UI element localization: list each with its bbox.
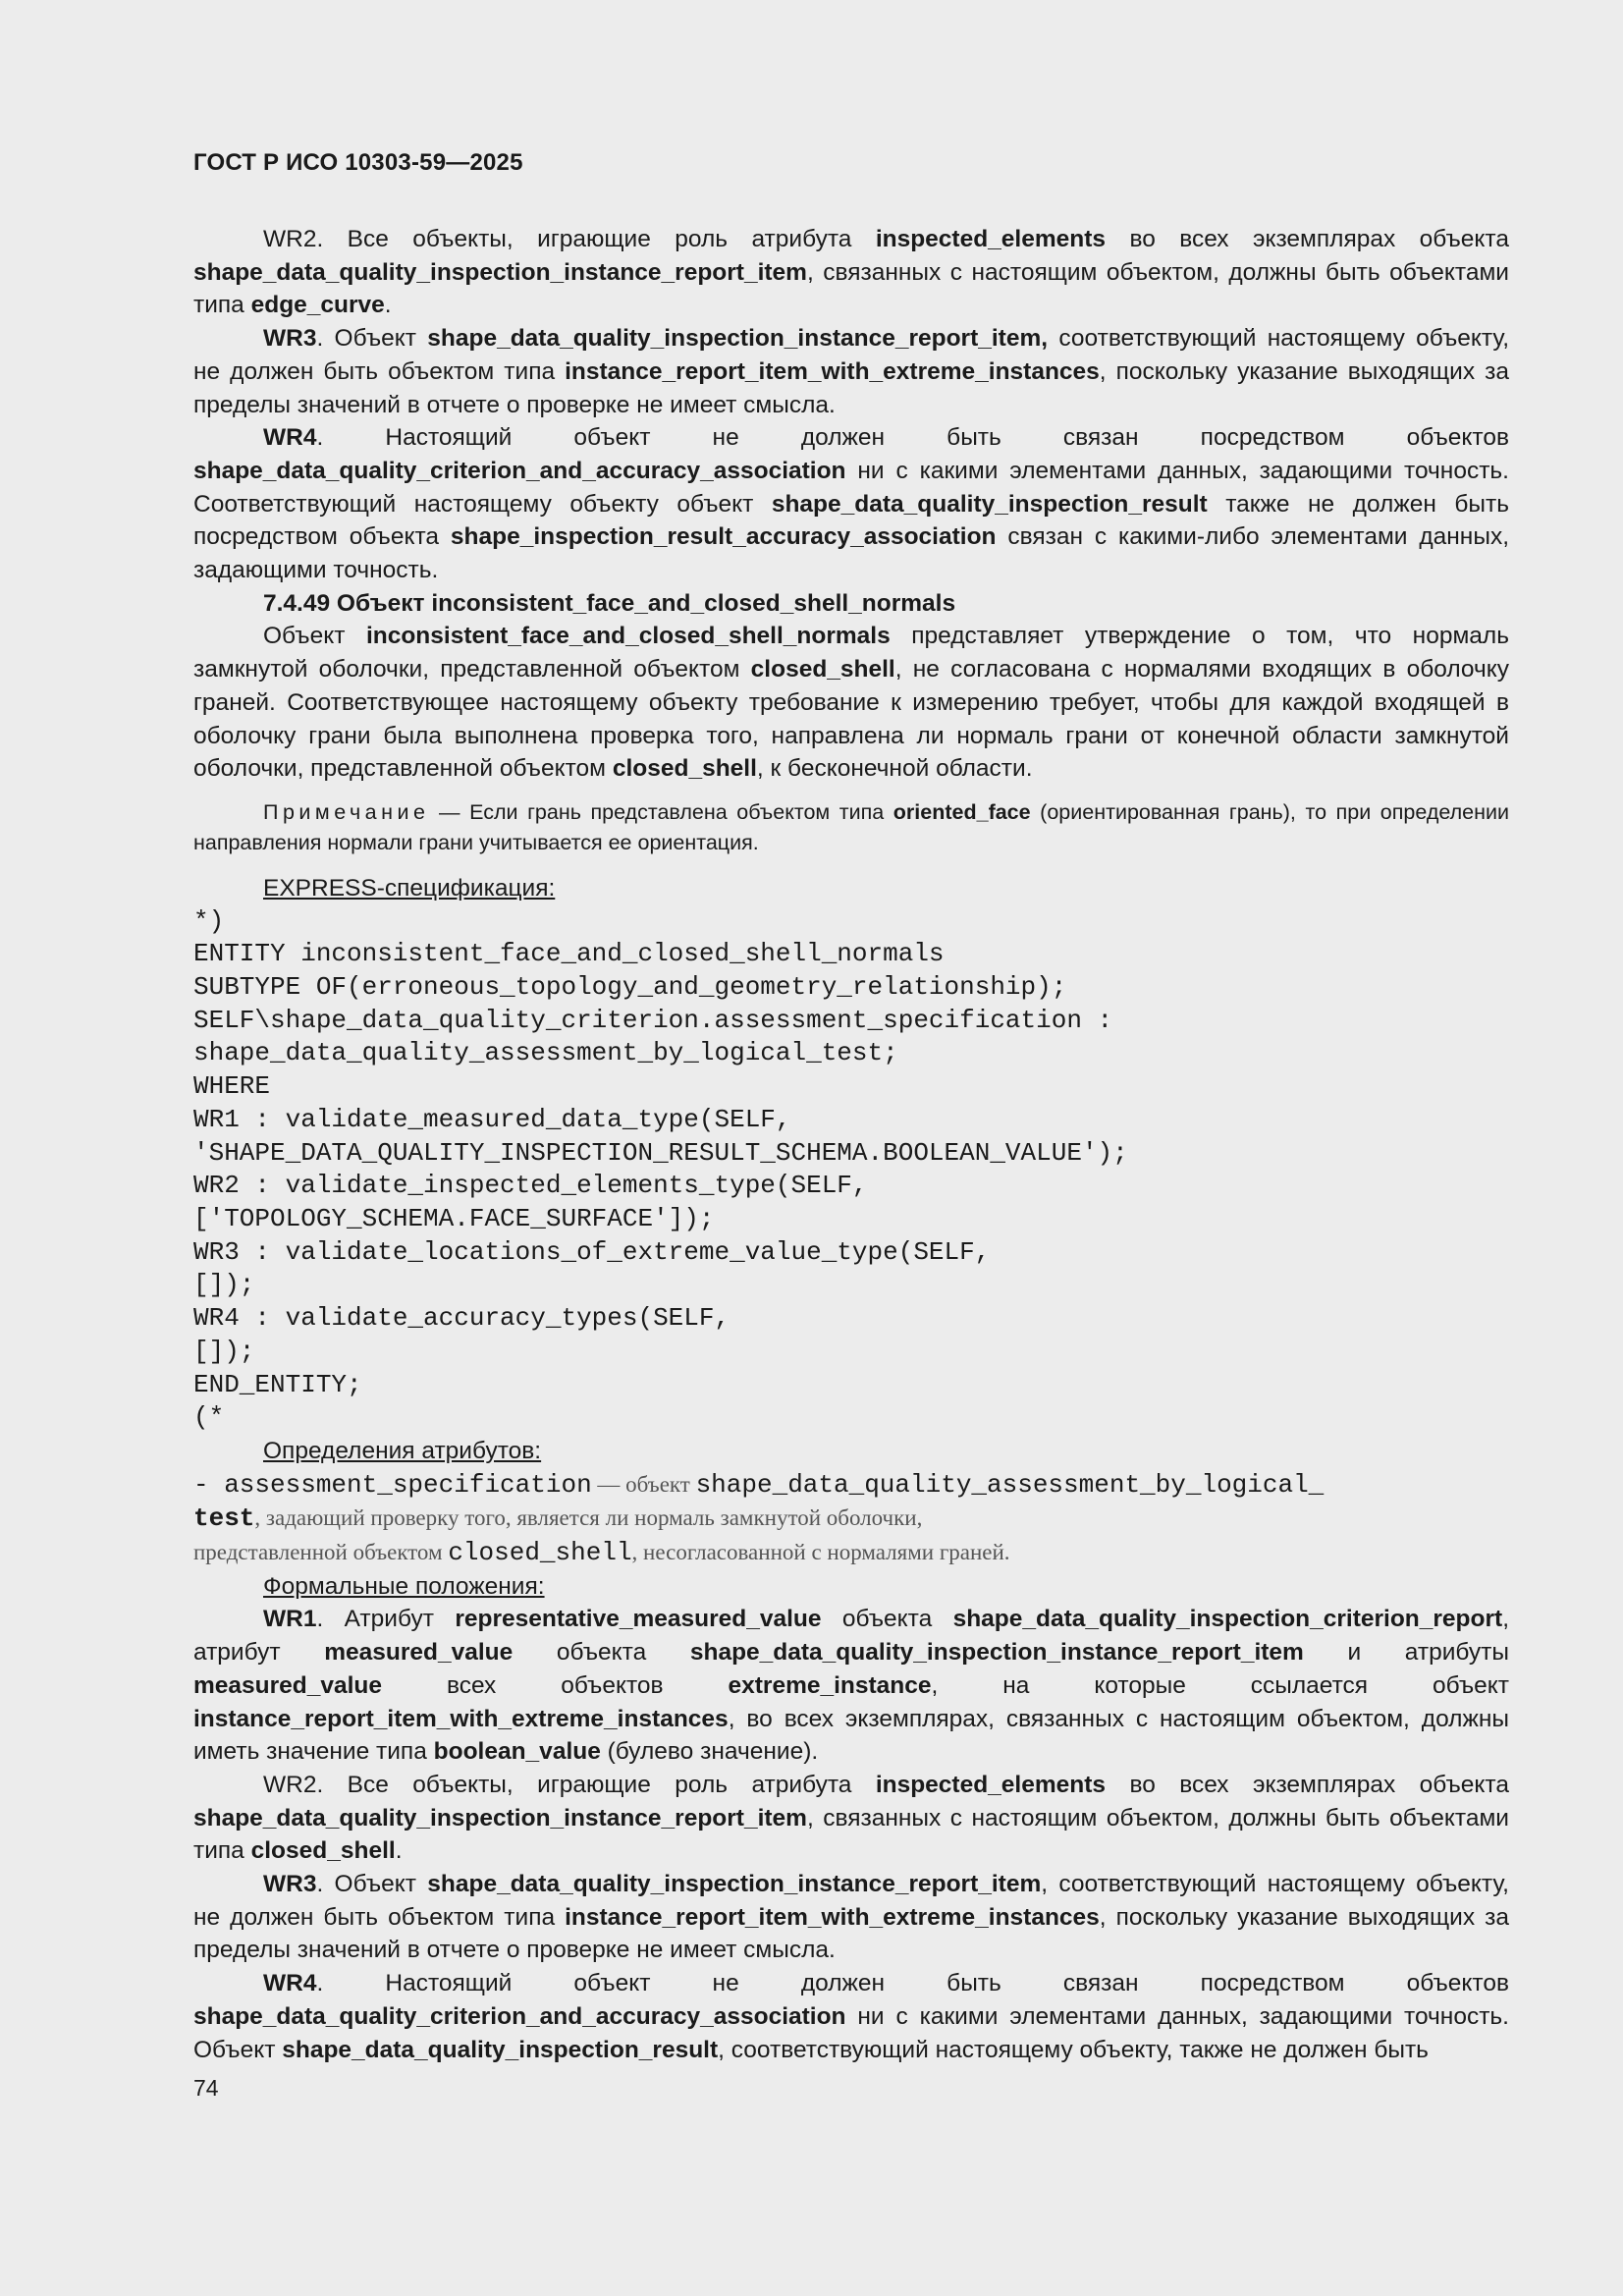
term: oriented_face xyxy=(893,799,1031,824)
text-run: , к бесконечной области. xyxy=(756,755,1033,783)
text-run: . xyxy=(395,1837,403,1865)
section-intro-paragraph xyxy=(193,620,1509,786)
term: shape_data_quality_assessment_by_logical_ xyxy=(695,1469,1325,1500)
paragraph-wr3-edge xyxy=(193,322,1509,421)
paragraph-wr4-edge xyxy=(193,421,1509,587)
term: shape_data_quality_inspection_instance_report_item xyxy=(689,1639,1304,1667)
attribute-name: - assessment_specification xyxy=(193,1469,592,1500)
text-run: объекта xyxy=(513,1639,690,1667)
text-run: , соответствующий настоящему объекту, не должен быть объектом типа xyxy=(193,1871,1509,1931)
term: shape_inspection_result_accuracy_association xyxy=(450,523,997,551)
formal-label: Формальные положения: xyxy=(263,1572,545,1600)
text-run: (ориентированная грань), то при определении направления нормали грани учитывается ее ориентация. xyxy=(193,799,1509,854)
note-label: Примечание xyxy=(263,799,430,824)
page-number: 74 xyxy=(193,2075,219,2101)
text-run: . Объект xyxy=(316,325,428,353)
term: shape_data_quality_inspection_instance_report_item xyxy=(193,1804,807,1831)
text-run: Объект xyxy=(263,623,366,650)
term: shape_data_quality_inspection_instance_report_item, xyxy=(427,325,1049,353)
text-run: объекта xyxy=(821,1606,953,1633)
term: instance_report_item_with_extreme_instances xyxy=(193,1705,729,1732)
term: closed_shell xyxy=(250,1837,396,1865)
text-run: ни с какими элементами данных, задающими точность. Соответствующий настоящему объекту объект xyxy=(193,457,1509,518)
text-run: , связанных с настоящим объектом, должны быть объектами типа xyxy=(193,1804,1509,1865)
note-paragraph xyxy=(193,797,1509,858)
text-run: также не должен быть посредством объекта xyxy=(193,490,1509,551)
term: closed_shell xyxy=(612,755,757,783)
term: instance_report_item_with_extreme_instances xyxy=(565,357,1100,385)
rule-label: WR1 xyxy=(263,1606,317,1633)
attribute-definition xyxy=(193,1468,1509,1570)
text-run: и атрибуты xyxy=(1303,1639,1509,1667)
term: shape_data_quality_criterion_and_accuracy_association xyxy=(193,2002,846,2030)
term: shape_data_quality_inspection_criterion_report xyxy=(952,1606,1503,1633)
term: test xyxy=(193,1503,255,1534)
text-run: во всех экземплярах объекта xyxy=(1106,1771,1509,1798)
text-run: . Объект xyxy=(316,1871,428,1898)
text-run: , на которые ссылается объект xyxy=(931,1671,1509,1699)
page-header: ГОСТ Р ИСО 10303-59—2025 xyxy=(193,149,523,176)
term: shape_data_quality_inspection_result xyxy=(282,2036,719,2063)
text-run: , задающий проверку того, является ли нормаль замкнутой оболочки, xyxy=(254,1505,923,1531)
text-run: . Настоящий объект не должен быть связан посредством объектов xyxy=(316,424,1509,452)
term: instance_report_item_with_extreme_instances xyxy=(565,1903,1100,1931)
rule-label: WR3 xyxy=(263,325,317,353)
text-run: (булево значение). xyxy=(600,1738,819,1766)
rule-label: WR4 xyxy=(263,1970,317,1997)
term: shape_data_quality_inspection_instance_report_item xyxy=(193,258,807,286)
term: measured_value xyxy=(193,1671,383,1699)
term: shape_data_quality_inspection_instance_report_item xyxy=(427,1871,1042,1898)
text-run: . Настоящий объект не должен быть связан посредством объектов xyxy=(316,1970,1509,1997)
attributes-label: Определения атрибутов: xyxy=(263,1437,542,1464)
term: extreme_instance xyxy=(728,1671,932,1699)
text-run: , поскольку указание выходящих за пределы значений в отчете о проверке не имеет смысла. xyxy=(193,357,1509,418)
paragraph-wr4 xyxy=(193,1967,1509,2066)
text-run: представляет утверждение о том, что нормаль замкнутой оболочки, представленной объектом xyxy=(193,623,1509,683)
text-run: во всех экземплярах объекта xyxy=(1106,226,1509,252)
text-run: связан с какими-либо элементами данных, задающими точность. xyxy=(193,523,1509,584)
rule-label: WR4 xyxy=(263,424,317,452)
text-run: , связанных с настоящим объектом, должны быть объектами типа xyxy=(193,258,1509,319)
text-run: всех объектов xyxy=(382,1671,729,1699)
term: closed_shell xyxy=(750,656,895,683)
page-content xyxy=(193,223,1509,2066)
text-run: — Если грань представлена объектом типа xyxy=(429,799,893,824)
text-run: , соответствующий настоящему объекту, также не должен быть xyxy=(718,2036,1429,2063)
term: boolean_value xyxy=(433,1738,601,1766)
text-run: , не согласована с нормалями входящих в оболочку граней. Соответствующее настоящему объекту требование к измерению требует, чтобы для каждой входящей в оболочку грани была выполнена проверка того, направлена ли нормаль грани от конечной области замкнутой оболочки, представленной объектом xyxy=(193,656,1509,783)
text-run: , атрибут xyxy=(193,1606,1509,1667)
term: inspected_elements xyxy=(875,226,1107,252)
paragraph-wr2 xyxy=(193,1769,1509,1868)
text-run: , во всех экземплярах, связанных с настоящим объектом, должны иметь значение типа xyxy=(193,1705,1509,1766)
text-run: WR2. Все объекты, играющие роль атрибута xyxy=(263,226,876,252)
text-run: , несогласованной с нормалями граней. xyxy=(631,1540,1010,1565)
text-run: . xyxy=(384,292,392,319)
express-code-block: *) ENTITY inconsistent_face_and_closed_shell_normals SUBTYPE OF(erroneous_topology_and_geometry_relationship); SELF\shape_data_quality_criterion.assessment_specification : shape_data_quality_assessment_by_logical_test; WHERE WR1 : validate_measured_data_type(SELF, 'SHAPE_DATA_QUALITY_INSPECTION_RESULT_SCHEMA.BOOLEAN_VALUE'); WR2 : validate_inspected_elements_type(SELF, ['TOPOLOGY_SCHEMA.FACE_SURFACE']); WR3 : validate_locations_of_extreme_value_type(SELF, []); WR4 : validate_accuracy_types(SELF, []); END_ENTITY; (* xyxy=(193,905,1128,1433)
text-run: ни с какими элементами данных, задающими точность. Объект xyxy=(193,2002,1509,2063)
text-run: — объект xyxy=(591,1471,696,1497)
text-run: WR2. Все объекты, играющие роль атрибута xyxy=(263,1771,876,1798)
term: closed_shell xyxy=(448,1538,632,1568)
text-run: представленной объектом xyxy=(193,1540,449,1565)
text-run: . Атрибут xyxy=(316,1606,456,1633)
term: shape_data_quality_inspection_result xyxy=(771,490,1208,518)
rule-label: WR3 xyxy=(263,1871,317,1898)
term: edge_curve xyxy=(250,292,385,319)
paragraph-wr2-edge xyxy=(193,223,1509,322)
text-run: соответствующий настоящему объекту, не должен быть объектом типа xyxy=(193,325,1509,385)
term: shape_data_quality_criterion_and_accuracy_association xyxy=(193,457,846,484)
term: inspected_elements xyxy=(875,1771,1107,1798)
express-label: EXPRESS-спецификация: xyxy=(263,874,556,902)
paragraph-wr1 xyxy=(193,1603,1509,1769)
paragraph-wr3 xyxy=(193,1868,1509,1967)
text-run: , поскольку указание выходящих за пределы значений в отчете о проверке не имеет смысла. xyxy=(193,1903,1509,1964)
term: measured_value xyxy=(324,1639,514,1667)
section-heading: 7.4.49 Объект inconsistent_face_and_closed_shell_normals xyxy=(263,589,956,617)
term: representative_measured_value xyxy=(455,1606,822,1633)
term: inconsistent_face_and_closed_shell_normals xyxy=(365,623,891,650)
